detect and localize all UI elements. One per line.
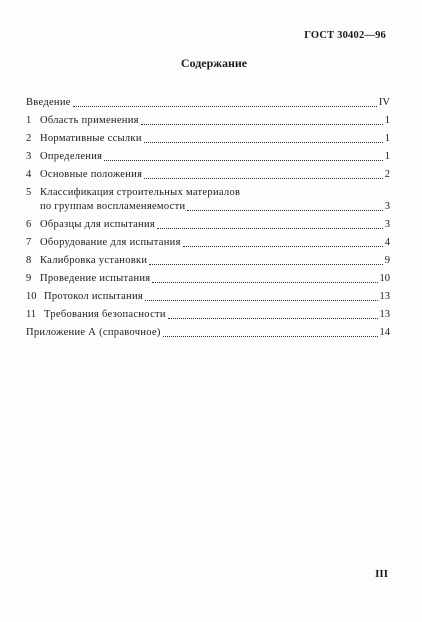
toc-entry-number: 11 xyxy=(26,309,37,320)
dot-leader xyxy=(168,318,378,319)
toc-title: Содержание xyxy=(180,56,248,70)
toc-entry-number: 8 xyxy=(26,255,32,266)
toc-entry-number: 2 xyxy=(26,133,32,144)
table-of-contents xyxy=(26,96,390,344)
toc-entry-page: 13 xyxy=(379,291,390,302)
toc-entry-11[interactable] xyxy=(26,308,390,326)
toc-entry-title: Определения xyxy=(40,151,103,162)
toc-entry-title: Приложение А (справочное) xyxy=(26,327,161,338)
toc-entry-title: Требования безопасности xyxy=(44,309,166,320)
toc-entry-page: 1 xyxy=(384,151,390,162)
toc-entry-title: Введение xyxy=(26,97,71,108)
dot-leader xyxy=(183,246,383,247)
toc-entry-5[interactable] xyxy=(26,186,390,218)
toc-entry-title-line1: Классификация строительных материалов xyxy=(40,187,241,198)
toc-entry-number: 9 xyxy=(26,273,32,284)
dot-leader xyxy=(187,210,382,211)
toc-entry-introduction[interactable] xyxy=(26,96,390,114)
toc-entry-7[interactable] xyxy=(26,236,390,254)
toc-entry-title: Проведение испытания xyxy=(40,273,151,284)
toc-entry-3[interactable] xyxy=(26,150,390,168)
toc-entry-title: по группам воспламеняемости xyxy=(40,201,186,212)
page-number: III xyxy=(375,568,388,580)
toc-entry-number: 5 xyxy=(26,187,32,198)
toc-entry-title: Образцы для испытания xyxy=(40,219,156,230)
document-code: ГОСТ 30402—96 xyxy=(304,30,386,41)
toc-entry-number: 10 xyxy=(26,291,37,302)
toc-entry-number: 1 xyxy=(26,115,32,126)
toc-entry-title: Область применения xyxy=(40,115,139,126)
toc-entry-title: Оборудование для испытания xyxy=(40,237,181,248)
dot-leader xyxy=(157,228,383,229)
dot-leader xyxy=(144,178,383,179)
toc-entry-page: 3 xyxy=(384,219,390,230)
dot-leader xyxy=(152,282,377,283)
dot-leader xyxy=(141,124,383,125)
toc-entry-appendix-a[interactable] xyxy=(26,326,390,344)
toc-entry-6[interactable] xyxy=(26,218,390,236)
toc-entry-page: 1 xyxy=(384,115,390,126)
toc-entry-page: 14 xyxy=(379,327,390,338)
toc-entry-title: Основные положения xyxy=(40,169,143,180)
toc-entry-page: 10 xyxy=(379,273,390,284)
toc-entry-page: 3 xyxy=(384,201,390,212)
toc-entry-1[interactable] xyxy=(26,114,390,132)
toc-entry-page: IV xyxy=(378,97,390,108)
toc-entry-page: 1 xyxy=(384,133,390,144)
toc-entry-number: 6 xyxy=(26,219,32,230)
toc-entry-title: Калибровка установки xyxy=(40,255,148,266)
toc-entry-number: 4 xyxy=(26,169,32,180)
dot-leader xyxy=(73,106,377,107)
toc-entry-2[interactable] xyxy=(26,132,390,150)
toc-entry-page: 2 xyxy=(384,169,390,180)
toc-entry-8[interactable] xyxy=(26,254,390,272)
toc-entry-number: 7 xyxy=(26,237,32,248)
dot-leader xyxy=(163,336,378,337)
toc-entry-page: 4 xyxy=(384,237,390,248)
dot-leader xyxy=(149,264,382,265)
dot-leader xyxy=(104,160,383,161)
toc-entry-10[interactable] xyxy=(26,290,390,308)
toc-entry-page: 13 xyxy=(379,309,390,320)
dot-leader xyxy=(144,142,383,143)
toc-entry-9[interactable] xyxy=(26,272,390,290)
toc-entry-4[interactable] xyxy=(26,168,390,186)
dot-leader xyxy=(145,300,378,301)
toc-entry-number: 3 xyxy=(26,151,32,162)
toc-entry-page: 9 xyxy=(384,255,390,266)
toc-entry-title: Протокол испытания xyxy=(44,291,143,302)
toc-entry-title: Нормативные ссылки xyxy=(40,133,142,144)
